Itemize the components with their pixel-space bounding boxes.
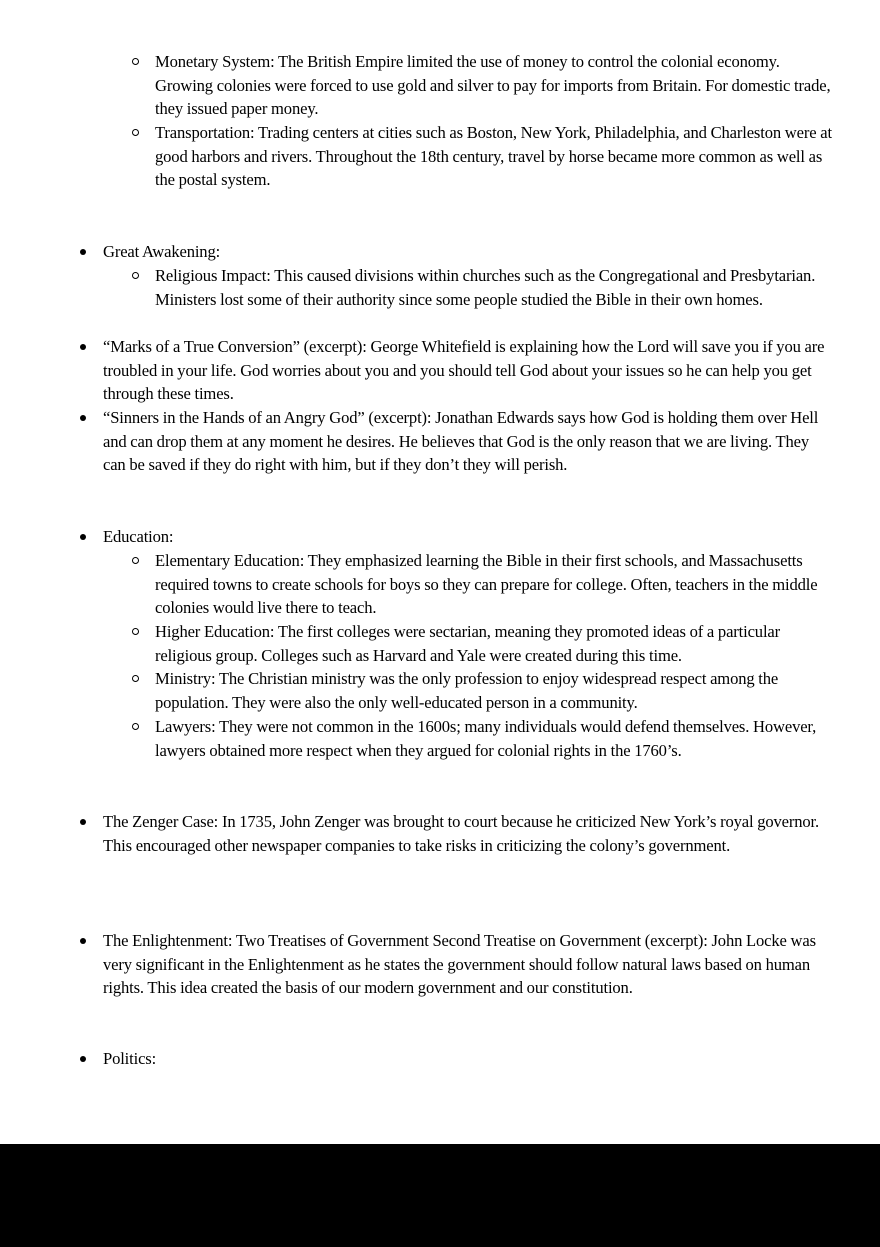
- filled-disc-bullet-icon: [77, 810, 89, 834]
- filled-disc-bullet-icon: [77, 335, 89, 359]
- list-item-text: Religious Impact: This caused divisions within churches such as the Congregational and Presbytarian. Ministers lost some of their authority since some people studied the Bible in their own homes.: [155, 266, 816, 309]
- filled-disc-bullet-icon: [77, 525, 89, 549]
- list-item-text: Ministry: The Christian ministry was the only profession to enjoy widespread respect among the population. They were also the only well-educated person in a community.: [155, 669, 779, 712]
- viewer-background: [0, 1144, 880, 1247]
- hollow-circle-bullet-icon: [129, 620, 141, 644]
- filled-disc-bullet-icon: [77, 406, 89, 430]
- hollow-circle-bullet-icon: [129, 50, 141, 74]
- list-item-zenger-case: [103, 810, 833, 857]
- list-item-text: Higher Education: The first colleges were sectarian, meaning they promoted ideas of a particular religious group. Colleges such as Harvard and Yale were created during this time.: [155, 622, 780, 665]
- list-item-text: Transportation: Trading centers at cities such as Boston, New York, Philadelphia, and Charleston were at good harbors and rivers. Throughout the 18th century, travel by horse became more common as well as the postal system.: [155, 123, 832, 190]
- list-item-text: “Sinners in the Hands of an Angry God” (excerpt): Jonathan Edwards says how God is holding them over Hell and can drop them at any moment he desires. He believes that God is the only reason that we are living. They can be saved if they do right with him, but if they don’t they will perish.: [103, 408, 819, 475]
- hollow-circle-bullet-icon: [129, 121, 141, 145]
- list-item-text: Monetary System: The British Empire limited the use of money to control the colonial economy. Growing colonies were forced to use gold and silver to pay for imports from Britain. For domestic trade, they issued paper money.: [155, 52, 831, 119]
- list-item-text: Elementary Education: They emphasized learning the Bible in their first schools, and Massachusetts required towns to create schools for boys so they can prepare for college. Often, teachers in the middle colonies would live there to teach.: [155, 551, 818, 618]
- list-item-marks-of-true-conversion: [103, 335, 833, 406]
- list-item-text: The Zenger Case: In 1735, John Zenger was brought to court because he criticized New York’s royal governor. This encouraged other newspaper companies to take risks in criticizing the colony’s government.: [103, 812, 819, 855]
- filled-disc-bullet-icon: [77, 929, 89, 953]
- list-item-text: “Marks of a True Conversion” (excerpt): George Whitefield is explaining how the Lord will save you if you are troubled in your life. God worries about you and you should tell God about your issues so he can help you get through these times.: [103, 337, 825, 404]
- list-item-great-awakening: [103, 240, 833, 264]
- list-item-text: The Enlightenment: Two Treatises of Government Second Treatise on Government (excerpt): John Locke was very significant in the Enlightenment as he states the government should follow natural laws based on human rights. This idea created the basis of our modern government and our constitution.: [103, 931, 816, 998]
- list-item-politics: [103, 1047, 833, 1071]
- list-item-text: Lawyers: They were not common in the 1600s; many individuals would defend themselves. However, lawyers obtained more respect when they argued for colonial rights in the 1760’s.: [155, 717, 817, 760]
- list-item-higher-education: [155, 620, 835, 667]
- hollow-circle-bullet-icon: [129, 264, 141, 288]
- list-item-text: Great Awakening:: [103, 242, 221, 261]
- list-item-monetary-system: [155, 50, 835, 121]
- list-item-enlightenment: [103, 929, 833, 1000]
- list-item-sinners-angry-god: [103, 406, 833, 477]
- hollow-circle-bullet-icon: [129, 667, 141, 691]
- filled-disc-bullet-icon: [77, 240, 89, 264]
- list-item-transportation: [155, 121, 835, 192]
- list-item-elementary-education: [155, 549, 835, 620]
- list-item-text: Education:: [103, 527, 174, 546]
- list-item-ministry: [155, 667, 835, 714]
- list-item-education: [103, 525, 833, 549]
- hollow-circle-bullet-icon: [129, 549, 141, 573]
- list-item-text: Politics:: [103, 1049, 157, 1068]
- list-item-religious-impact: [155, 264, 835, 311]
- list-item-lawyers: [155, 715, 835, 762]
- filled-disc-bullet-icon: [77, 1047, 89, 1071]
- hollow-circle-bullet-icon: [129, 715, 141, 739]
